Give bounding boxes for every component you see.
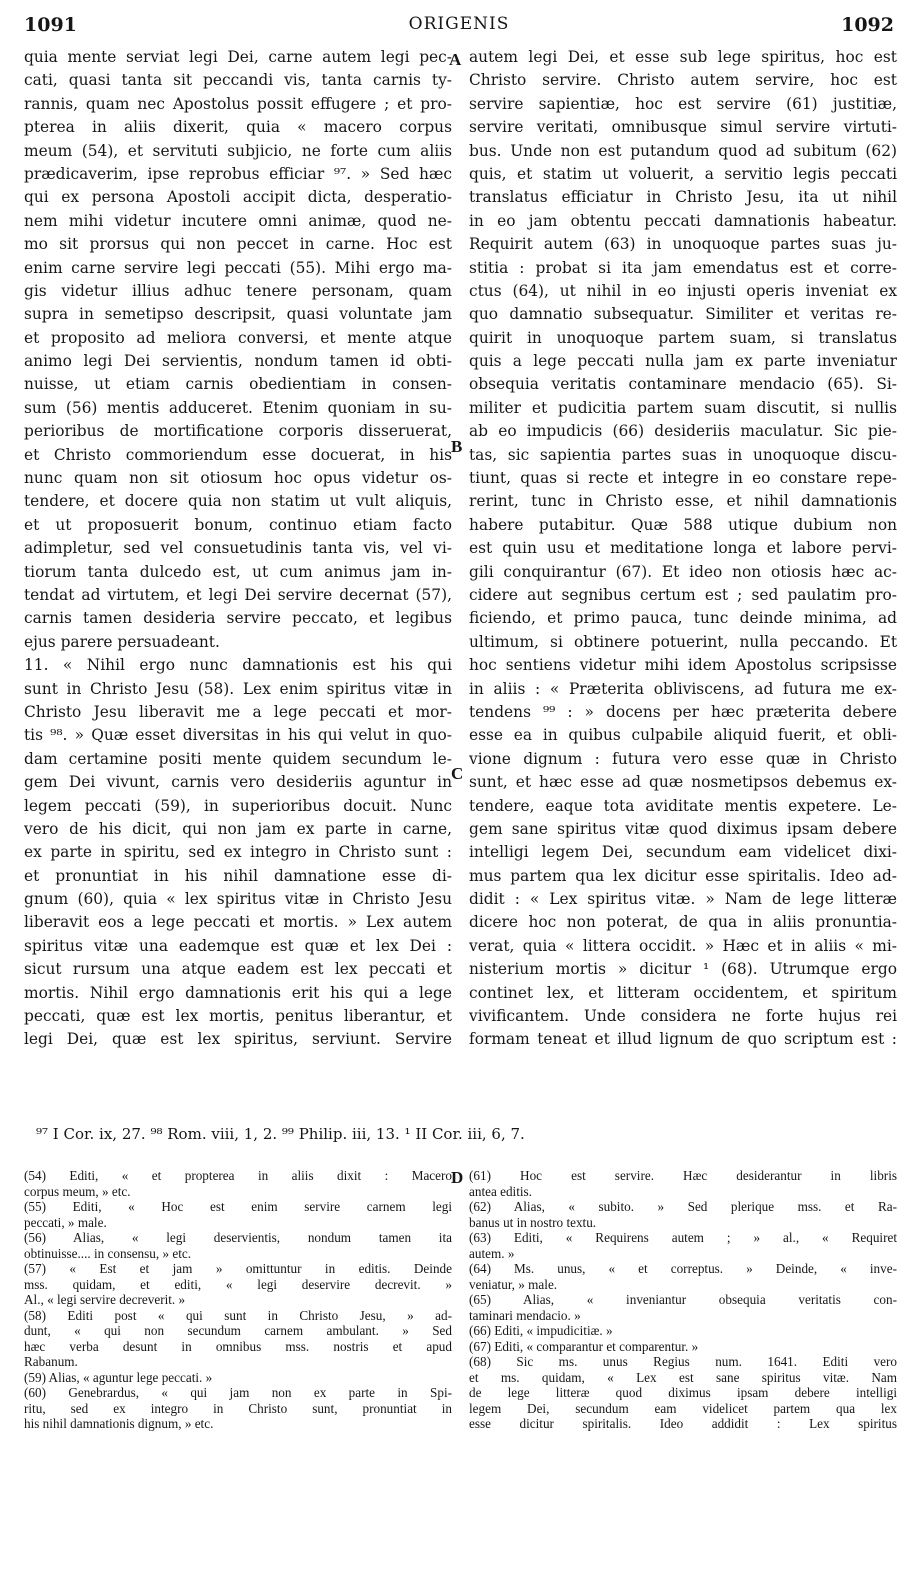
text-line: intelligi legem Dei, secundum eam videlicet dixi- bbox=[469, 843, 897, 862]
text-line: quirit in unoquoque partem suam, si translatus bbox=[469, 328, 897, 347]
text-line: tiorum tanta dulcedo est, ut cum animus jam in- bbox=[24, 562, 452, 581]
scripture-references: ⁹⁷ I Cor. ix, 27. ⁹⁸ Rom. viii, 1, 2. ⁹⁹ Philip. iii, 13. ¹ II Cor. iii, 6, 7. bbox=[36, 1125, 525, 1143]
text-line: bus. Unde non est putandum quod ad subitum (62) bbox=[469, 141, 897, 160]
text-line: in eo jam obtentu peccati damnationis habeatur. bbox=[469, 211, 897, 230]
text-line: quis, et statim ut voluerit, a servitio legis peccati bbox=[469, 164, 897, 183]
text-line: qui ex persona Apostoli accipit dicta, desperatio- bbox=[24, 188, 452, 207]
text-line: tendat ad virtutem, et legi Dei servire decernat (57), bbox=[24, 585, 452, 604]
footnote-line: (66) Editi, « impudicitiæ. » bbox=[469, 1323, 613, 1338]
text-line: esse ea in quibus culpabile aliquid fuerit, et obli- bbox=[469, 726, 897, 745]
left-footnotes bbox=[24, 1168, 452, 1432]
footnote-line: mss. quidam, et editi, « legi deservire decrevit. » bbox=[24, 1276, 452, 1292]
right-text-column bbox=[469, 46, 897, 1052]
text-line: vero de his dicit, qui non jam ex parte in carne, bbox=[24, 819, 452, 838]
footnote-line: (58) Editi post « qui sunt in Christo Jesu, » ad- bbox=[24, 1307, 452, 1323]
text-line: servire veritati, omnibusque simul servire virtuti- bbox=[469, 118, 897, 137]
text-line: legem peccati (59), in superioribus docuit. Nunc bbox=[24, 796, 452, 815]
text-line: spiritus vitæ una eademque est quæ et lex Dei : bbox=[24, 936, 452, 955]
text-line: autem legi Dei, et esse sub lege spiritus, hoc est bbox=[469, 48, 897, 66]
right-footnotes bbox=[469, 1168, 897, 1432]
footnote-line: (54) Editi, « et propterea in aliis dixit : Macero bbox=[24, 1168, 452, 1183]
text-line: sunt, et hæc esse ad quæ nosmetipsos debemus ex- bbox=[469, 773, 897, 792]
text-line: tendens ⁹⁹ : » docens per hæc præterita debere bbox=[469, 702, 897, 721]
text-line: verat, quia « littera occidit. » Hæc et in aliis « mi- bbox=[469, 936, 897, 955]
text-line: tis ⁹⁸. » Quæ esset diversitas in his qui velut in quo- bbox=[24, 726, 452, 745]
text-line: ejus parere persuadeant. bbox=[24, 632, 220, 651]
text-line: vione dignum : futura vero esse quæ in Christo bbox=[469, 749, 897, 768]
text-line: tendere, et docere quia non statim ut vult aliquis, bbox=[24, 492, 452, 511]
footnote-line: Rabanum. bbox=[24, 1354, 78, 1369]
text-line: Christo servire. Christo autem servire, hoc est bbox=[469, 71, 897, 90]
text-line: sicut rursum una atque eadem est lex peccati et bbox=[24, 960, 452, 979]
text-line: stitia : probat si ita jam emendatus est et corre- bbox=[469, 258, 897, 277]
text-line: Requirit autem (63) in unoquoque partes suas ju- bbox=[469, 235, 897, 254]
text-line: in aliis : « Præterita obliviscens, ad futura me ex- bbox=[469, 679, 897, 698]
footnote-line: (68) Sic ms. unus Regius num. 1641. Editi vero bbox=[469, 1354, 897, 1369]
text-line: didit : « Lex spiritus vitæ. » Nam de lege litteræ bbox=[469, 890, 897, 909]
text-line: ex parte in spiritu, sed ex integro in Christo sunt : bbox=[24, 843, 452, 862]
footnote-line: taminari mendacio. » bbox=[469, 1307, 581, 1323]
text-line: rerint, tunc in Christo esse, et nihil damnationis bbox=[469, 492, 897, 511]
text-line: tas, sic sapientia partes suas in unoquoque discu- bbox=[469, 445, 897, 464]
text-line: 11. « Nihil ergo nunc damnationis est his qui bbox=[24, 656, 452, 675]
footnote-line: veniatur, » male. bbox=[469, 1276, 558, 1292]
footnote-line: obtinuisse.... in consensu, » etc. bbox=[24, 1245, 192, 1261]
footnote-line: et ms. quidam, « Lex est sane spiritus vitæ. Nam bbox=[469, 1369, 897, 1385]
footnote-line: corpus meum, » etc. bbox=[24, 1183, 131, 1199]
margin-marker-c: C bbox=[451, 764, 464, 783]
text-line: tendere, eaque tota aviditate mentis expetere. Le- bbox=[469, 796, 897, 815]
footnote-line: (62) Alias, « subito. » Sed plerique mss. et Ra- bbox=[469, 1199, 897, 1214]
text-line: Christo Jesu liberavit me a lege peccati et mor- bbox=[24, 702, 452, 721]
text-line: peccati, quæ est lex mortis, penitus liberantur, et bbox=[24, 1007, 452, 1026]
text-line: cidere aut segnibus certum est ; sed paulatim pro- bbox=[469, 585, 897, 604]
text-line: dicere hoc non poterat, de qua in aliis pronuntia- bbox=[469, 913, 897, 932]
text-line: quia mente serviat legi Dei, carne autem legi pec- bbox=[24, 48, 452, 66]
left-text-column bbox=[24, 46, 452, 1052]
text-line: rannis, quam nec Apostolus possit effugere ; et pro- bbox=[24, 94, 452, 113]
text-line: mo sit prorsus qui non peccet in carne. Hoc est bbox=[24, 235, 452, 254]
footnote-line: (63) Editi, « Requirens autem ; » al., « Requiret bbox=[469, 1230, 897, 1245]
text-line: militer et pudicitia partem suam discutit, si nullis bbox=[469, 398, 897, 417]
text-line: formam teneat et illud lignum de quo scriptum est : bbox=[469, 1030, 897, 1049]
footnote-line: ritu, sed ex integro in Christo sunt, pronuntiat in bbox=[24, 1400, 452, 1416]
text-line: continet lex, et litteram occidentem, et spiritum bbox=[469, 983, 897, 1002]
text-line: prædicaverim, ipse reprobus efficiar ⁹⁷. » Sed hæc bbox=[24, 164, 452, 183]
text-line: et Christo commoriendum esse docuerat, in his bbox=[24, 445, 452, 464]
text-line: perioribus de mortificatione corporis disseruerat, bbox=[24, 422, 452, 441]
footnote-line: banus ut in nostro textu. bbox=[469, 1214, 597, 1230]
text-line: et ut proposuerit bonum, continuo etiam facto bbox=[24, 515, 452, 534]
footnote-line: (60) Genebrardus, « qui jam non ex parte in Spi- bbox=[24, 1385, 452, 1400]
running-title: ORIGENIS bbox=[408, 14, 510, 34]
page-header bbox=[24, 14, 894, 42]
text-line: servire sapientiæ, hoc est servire (61) justitiæ, bbox=[469, 94, 897, 113]
text-line: translatus efficiatur in Christo Jesu, ita ut nihil bbox=[469, 188, 897, 207]
text-line: quis a lege peccati nulla jam ex parte inveniatur bbox=[469, 352, 897, 371]
footnote-line: de lege litteræ quod diximus ipsam debere intelligi bbox=[469, 1385, 897, 1400]
footnote-line: (57) « Est et jam » omittuntur in editis. Deinde bbox=[24, 1261, 452, 1276]
footnote-line: legem Dei, secundum eam videlicet partem qua lex bbox=[469, 1400, 897, 1416]
margin-marker-d: D bbox=[451, 1168, 464, 1187]
text-line: legi Dei, quæ est lex spiritus, serviunt. Servire bbox=[24, 1030, 452, 1049]
text-line: mus partem qua lex dicitur esse spiritalis. Ideo ad- bbox=[469, 866, 897, 885]
text-line: enim carne servire legi peccati (55). Mihi ergo ma- bbox=[24, 258, 452, 277]
footnote-line: (59) Alias, « aguntur lege peccati. » bbox=[24, 1369, 213, 1385]
footnote-line: antea editis. bbox=[469, 1183, 532, 1199]
text-line: liberavit eos a lege peccati et mortis. » Lex autem bbox=[24, 913, 452, 932]
text-line: gem Dei vivunt, carnis vero desideriis aguntur in bbox=[24, 773, 452, 792]
footnote-line: (64) Ms. unus, « et correptus. » Deinde, « inve- bbox=[469, 1261, 897, 1276]
left-page-number: 1091 bbox=[24, 14, 77, 36]
text-line: vivificantem. Unde considera ne forte hujus rei bbox=[469, 1007, 897, 1026]
text-line: gis videtur illius adhuc tenere personam, quam bbox=[24, 281, 452, 300]
footnote-line: autem. » bbox=[469, 1245, 515, 1261]
text-line: gnum (60), quia « lex spiritus vitæ in Christo Jesu bbox=[24, 890, 452, 909]
footnote-line: (61) Hoc est servire. Hæc desiderantur in libris bbox=[469, 1168, 897, 1183]
footnote-line: (65) Alias, « inveniantur obsequia veritatis con- bbox=[469, 1292, 897, 1307]
text-line: sum (56) mentis adduceret. Etenim quoniam in su- bbox=[24, 398, 452, 417]
footnote-line: (67) Editi, « comparantur et comparentur. » bbox=[469, 1338, 699, 1354]
text-line: quo damnatio subsequatur. Similiter et veritas re- bbox=[469, 305, 897, 324]
footnote-line: dunt, « qui non secundum carnem ambulant. » Sed bbox=[24, 1323, 452, 1338]
text-line: et pronuntiat in his nihil damnatione esse di- bbox=[24, 866, 452, 885]
text-line: gili conquirantur (67). Et ideo non otiosis hæc ac- bbox=[469, 562, 897, 581]
text-line: nuisse, ut etiam carnis obedientiam in consen- bbox=[24, 375, 452, 394]
footnote-line: Al., « legi servire decreverit. » bbox=[24, 1292, 186, 1307]
footnote-line: peccati, » male. bbox=[24, 1214, 107, 1230]
text-line: ficiendo, et primo pauca, tunc deinde minima, ad bbox=[469, 609, 897, 628]
text-line: gem sane spiritus vitæ quod diximus ipsam debere bbox=[469, 819, 897, 838]
text-line: habere putabitur. Quæ 588 utique dubium non bbox=[469, 515, 897, 534]
footnote-line: hæc verba desunt in omnibus mss. nostris et apud bbox=[24, 1338, 452, 1354]
text-line: ctus (64), ut nihil in eo injusti operis inveniat ex bbox=[469, 281, 897, 300]
footnote-line: (55) Editi, « Hoc est enim servire carnem legi bbox=[24, 1199, 452, 1214]
text-line: nisterium mortis » dicitur ¹ (68). Utrumque ergo bbox=[469, 960, 897, 979]
text-line: meum (54), et servituti subjicio, ne forte cum aliis bbox=[24, 141, 452, 160]
text-line: ab eo impudicis (66) desideriis maculatur. Sic pie- bbox=[469, 422, 897, 441]
text-line: animo legi Dei servientis, nondum tamen id obti- bbox=[24, 352, 452, 371]
text-line: carnis tamen desideria servire peccato, et legibus bbox=[24, 609, 452, 628]
text-line: cati, quasi tanta sit peccandi vis, tanta carnis ty- bbox=[24, 71, 452, 90]
text-line: mortis. Nihil ergo damnationis erit his qui a lege bbox=[24, 983, 452, 1002]
text-line: sunt in Christo Jesu (58). Lex enim spiritus vitæ in bbox=[24, 679, 452, 698]
text-line: nunc quam non sit otiosum hoc opus videtur os- bbox=[24, 469, 452, 488]
text-line: ultimum, si obtinere potuerint, nulla peccando. Et bbox=[469, 632, 897, 651]
right-page-number: 1092 bbox=[841, 14, 894, 36]
text-line: et proposito ad meliora conversi, et mente atque bbox=[24, 328, 452, 347]
text-line: est quin usu et meditatione longa et labore pervi- bbox=[469, 539, 897, 558]
text-line: nem mihi videtur incutere omni animæ, quod ne- bbox=[24, 211, 452, 230]
text-line: supra in semetipso descripsit, quasi voluntate jam bbox=[24, 305, 452, 324]
text-line: hoc sentiens videtur mihi idem Apostolus scripsisse bbox=[469, 656, 897, 675]
text-line: dam certamine positi mente quidem secundum le- bbox=[24, 749, 452, 768]
margin-marker-a: A bbox=[449, 50, 462, 69]
text-line: adimpletur, sed vel consuetudinis tanta vis, vel vi- bbox=[24, 539, 452, 558]
margin-marker-b: B bbox=[451, 437, 463, 456]
footnote-line: esse dicitur spiritalis. Ideo addidit : Lex spiritus bbox=[469, 1416, 897, 1431]
text-line: tiunt, quas si recte et integre in eo constare repe- bbox=[469, 469, 897, 488]
text-line: obsequia veritatis contaminare mendacio (65). Si- bbox=[469, 375, 897, 394]
text-line: pterea in aliis dixerit, quia « macero corpus bbox=[24, 118, 452, 137]
footnote-line: (56) Alias, « legi deservientis, nondum tamen ita bbox=[24, 1230, 452, 1245]
footnote-line: his nihil damnationis dignum, » etc. bbox=[24, 1416, 214, 1431]
